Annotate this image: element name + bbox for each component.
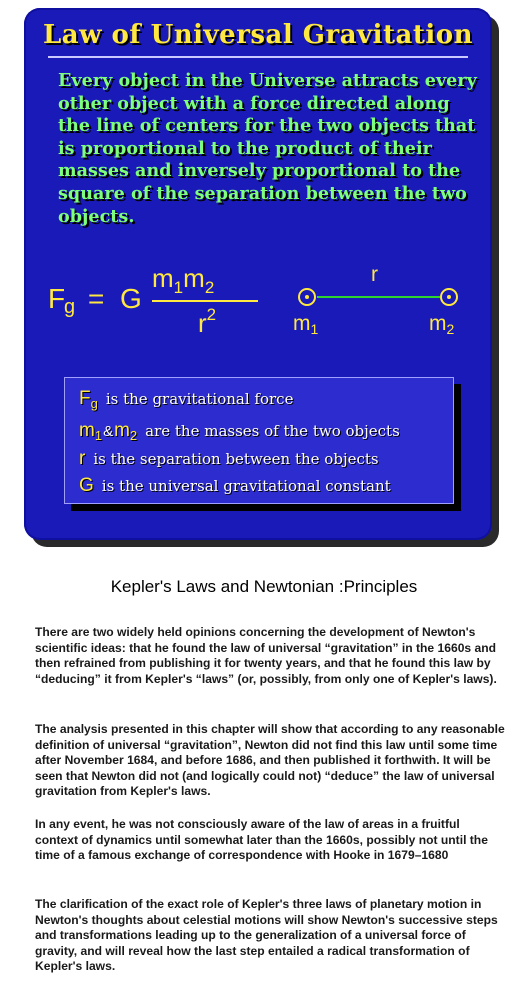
masses-diagram bbox=[289, 263, 489, 343]
law-statement: Every object in the Universe attracts every other object with a force directed along the line of centers for the two objects that is proportional to the product of their masses and inversely proportional to the square of the separation between the two objects. bbox=[58, 70, 477, 227]
formula-force-subscript: g bbox=[64, 296, 76, 318]
denominator-r: r bbox=[198, 308, 207, 338]
legend-symbol: r bbox=[79, 448, 86, 469]
symbol-legend bbox=[64, 377, 454, 504]
slide-title: Law of Universal Gravitation bbox=[42, 20, 474, 50]
gravitation-slide bbox=[24, 8, 492, 540]
separation-line bbox=[317, 296, 440, 298]
legend-symbol: $m_1\&m_2$ bbox=[79, 420, 138, 443]
numerator-m2-subscript: 2 bbox=[204, 278, 215, 297]
separation-label: r bbox=[371, 263, 378, 286]
article-paragraph: In any event, he was not consciously aware of the law of areas in a fruitful context of dynamics until somewhat later than the 1660s, possibly not until the time of a famous exchange of correspondence with Hooke in 1679–1680 bbox=[35, 817, 488, 862]
article-paragraph: There are two widely held opinions concerning the development of Newton's scientific ideas: that he found the law of universal “gravitation” in the 1660s and then refrained from publishing it for twenty years, and that he found this law by “deducing” it from Kepler's “laws” (or, possibly, from only one of Kepler's laws). bbox=[35, 625, 497, 686]
numerator-m2: m bbox=[183, 263, 205, 293]
legend-text: is the separation between the objects bbox=[93, 450, 379, 468]
formula-denominator bbox=[198, 305, 216, 339]
mass-2-icon bbox=[440, 288, 458, 306]
article-paragraph: The analysis presented in this chapter will show that according to any reasonable definition of universal “gravitation”, Newton did not find this law until some time after November 1684, and before 1686, and then published it forthwith. It will be seen that Newton did not (and logically could not) “deduce” the law of universal gravitation from Kepler's laws. bbox=[35, 722, 505, 798]
legend-row-force bbox=[79, 388, 293, 411]
denominator-exponent: 2 bbox=[206, 305, 217, 324]
mass-1-label: $m_1$ bbox=[293, 312, 319, 337]
formula-constant: G bbox=[120, 283, 142, 314]
legend-symbol: G bbox=[79, 475, 94, 496]
formula-equals: = bbox=[88, 283, 105, 314]
article-paragraph: The clarification of the exact role of Kepler's three laws of planetary motion in Newton's thoughts about celestial motions will show Newton's successive steps and transformations leading up to the generalization of a universal force of gravity, and will reveal how the last step entailed a radical transformation of Kepler's laws. bbox=[35, 897, 498, 973]
legend-row-separation bbox=[79, 448, 379, 470]
title-divider bbox=[48, 56, 468, 58]
formula-force-symbol: F bbox=[48, 283, 66, 314]
legend-text: are the masses of the two objects bbox=[145, 422, 400, 440]
mass-1-icon bbox=[298, 288, 316, 306]
legend-row-constant bbox=[79, 475, 391, 497]
article-title: Kepler's Laws and Newtonian :Principles bbox=[110, 577, 418, 596]
legend-symbol: $F_g$ bbox=[79, 388, 98, 411]
fraction-bar bbox=[152, 300, 258, 302]
numerator-m1-subscript: 1 bbox=[173, 278, 184, 297]
legend-row-masses bbox=[79, 420, 400, 443]
mass-2-label: $m_2$ bbox=[429, 312, 455, 337]
formula-numerator bbox=[152, 263, 214, 298]
numerator-m1: m bbox=[152, 263, 174, 293]
legend-text: is the gravitational force bbox=[105, 390, 294, 408]
legend-text: is the universal gravitational constant bbox=[101, 477, 391, 495]
gravitation-formula bbox=[48, 263, 263, 348]
